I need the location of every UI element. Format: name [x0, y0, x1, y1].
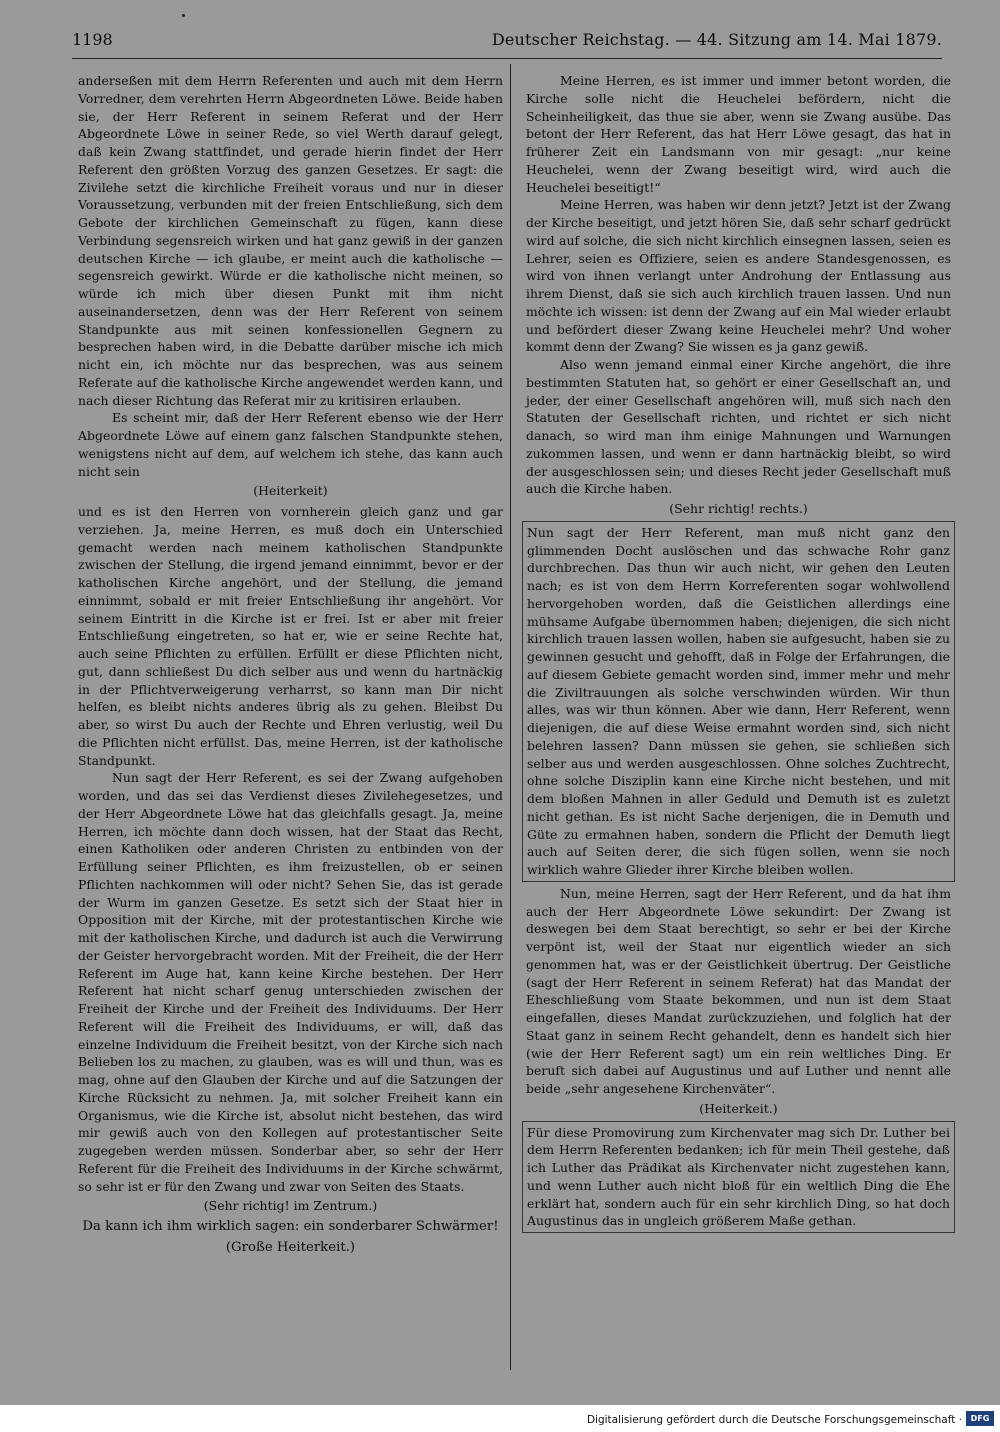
- print-speck: [182, 14, 185, 17]
- dfg-logo: DFG: [966, 1411, 994, 1426]
- right-column: [526, 72, 951, 1236]
- paragraph: Für diese Promovirung zum Kirchenvater mag sich Dr. Luther bei dem Herrn Referenten bedanken; ich für mein Theil gestehe, daß ich Luther das Prädikat als Kirchenvater nicht zugestehen kann, und wenn Luther auch nicht bloß für ein weltlich Ding die Ehe erklärt hat, sondern auch für ein sehr kirchlich Ding, so hat doch Augustinus das in ungleich größerem Maße gethan.: [522, 1121, 955, 1234]
- running-head: Deutscher Reichstag. — 44. Sitzung am 14. Mai 1879.: [491, 30, 942, 49]
- paragraph: Meine Herren, es ist immer und immer betont worden, die Kirche solle nicht die Heuchelei befördern, nicht die Scheinheiligkeit, das thue sie aber, wenn sie Zwang ausübe. Das betont der Herr Referent, das hat Herr Löwe gesagt, das hat in früherer Zeit ein Landsmann von mir gesagt: „nur keine Heuchelei, wenn der Zwang beseitigt wird, wird auch die Heuchelei beseitigt!“: [526, 73, 951, 195]
- interjection: (Sehr richtig! im Zentrum.): [203, 1198, 378, 1214]
- left-column: [78, 72, 503, 1260]
- interjection: (Heiterkeit.): [699, 1100, 778, 1116]
- column-divider: [510, 64, 511, 1370]
- paragraph: Es scheint mir, daß der Herr Referent ebenso wie der Herr Abgeordnete Löwe auf einem ganz falschen Standpunkte stehen, wenigstens nicht auf dem, auf welchem ich stehe, das kann auch nicht sein: [78, 410, 503, 479]
- interjection: (Heiterkeit): [253, 483, 328, 499]
- paragraph: Also wenn jemand einmal einer Kirche angehört, die ihre bestimmten Statuten hat, so gehört er einer Gesellschaft an, und jeder, der einer Gesellschaft angehören will, muß sich nach den Statuten der Gesellschaft richten, und richtet er sich nicht danach, so wird man ihm einige Mahnungen und Warnungen zukommen lassen, und wenn er dann hartnäckig bleibt, so wird der ausgeschlossen sein; und dieses Recht jeder Gesellschaft muß auch die Kirche haben.: [526, 357, 951, 497]
- header-rule: [72, 58, 942, 59]
- page-header: [72, 30, 942, 56]
- interjection: (Sehr richtig! rechts.): [669, 501, 808, 516]
- paragraph: Meine Herren, was haben wir denn jetzt? Jetzt ist der Zwang der Kirche beseitigt, und jetzt hören Sie, daß sehr scharf gedrückt wird auf solche, die sich nicht kirchlich einsegnen lassen, seien es Lehrer, seien es Offiziere, seien es andere Standesgenossen, es wird von ihnen verlangt unter Androhung der Entlassung aus ihrem Dienst, daß sie sich auch kirchlich trauen lassen. Und nun möchte ich wissen: ist denn der Zwang auf ein Mal wieder erlaubt und befördert dieser Zwang keine Heuchelei mehr? Und woher kommt denn der Zwang? Sie wissen es ja ganz gewiß.: [526, 197, 951, 355]
- paragraph: Nun sagt der Herr Referent, man muß nicht ganz den glimmenden Docht auslöschen und das schwache Rohr ganz durchbrechen. Das thun wir auch nicht, wir gehen den Leuten nach; es ist von dem Herrn Korreferenten sogar wohlwollend hervorgehoben worden, daß die Geistlichen allerdings eine mühsame Aufgabe übernommen haben; diejenigen, die sich nicht kirchlich trauen lassen wollen, haben sie aufgesucht, haben sie zu gewinnen gesucht und gehofft, daß in Folge der Erfahrungen, die auf diesem Gebiete gemacht worden sind, immer mehr und mehr die Ziviltrauungen als solche verschwinden würden. Wir thun alles, was wir thun können. Aber wie dann, Herr Referent, wenn diejenigen, die auf diese Weise ermahnt worden sind, sich nicht belehren lassen? Dann müssen sie gehen, sie schließen sich selber aus und werden ausgeschlossen. Ohne solches Zuchtrecht, ohne solche Disziplin kann eine Kirche nicht bestehen, und mit dem bloßen Mahnen in aller Geduld und Demuth ist es zuletzt nicht gethan. Es ist nicht Sache derjenigen, die in Demuth und Güte zu ermahnen haben, sondern die Pflicht der Demuth liegt auch auf Seiten derer, die sich fügen sollen, wenn sie noch wirklich wahre Glieder ihrer Kirche bleiben wollen.: [522, 521, 955, 882]
- paragraph: und es ist den Herren von vornherein gleich ganz und gar verziehen. Ja, meine Herren, es muß doch ein Unterschied gemacht werden nach meinem katholischen Standpunkte zwischen der Stellung, die irgend jemand einnimmt, bevor er der katholischen Kirche angehört, und der Stellung, die jemand einnimmt, sobald er mit freier Entschließung ihr angehört. Vor seinem Eintritt in die Kirche ist er frei. Ist er aber mit freier Entschließung eingetreten, so hat er, wie er seine Rechte hat, auch seine Pflichten zu erfüllen. Erfüllt er diese Pflichten nicht, gut, dann schließest Du dich selber aus und wenn du hartnäckig in der Pflichtverweigerung verharrst, so kann man Dir nicht helfen, es bleibt nichts anderes übrig als zu gehen. Bleibst Du aber, so wirst Du auch der Rechte und Ehren verlustig, weil Du die Pflichten nicht erfüllst. Das, meine Herren, ist der katholische Standpunkt.: [78, 504, 503, 768]
- funding-note: Digitalisierung gefördert durch die Deutsche Forschungsgemeinschaft ·: [586, 1414, 962, 1426]
- interjection: (Große Heiterkeit.): [225, 1239, 356, 1255]
- page-number: 1198: [72, 30, 113, 49]
- interjection: Da kann ich ihm wirklich sagen: ein sonderbarer Schwärmer!: [82, 1219, 499, 1234]
- paragraph: anderseßen mit dem Herrn Referenten und auch mit dem Herrn Vorredner, dem verehrten Herrn Abgeordneten Löwe. Beide haben sie, der Herr Referent in seinem Referat und der Herr Abgeordnete Löwe in seiner Rede, so viel Werth darauf gelegt, daß kein Zwang stattfindet, und gerade hierin findet der Herr Referent den größten Vorzug des ganzen Gesetzes. Er sagt: die Zivilehe setzt die kirchliche Freiheit voraus und nur in dieser Voraussetzung, verbunden mit der freien Entschließung, sich dem Gebote der kirchlichen Gemeinschaft zu fügen, kann diese Verbindung segensreich wirken und hat ganz gewiß in der ganzen deutschen Kirche — ich glaube, er meint auch die katholische — segensreich gewirkt. Würde er die katholische nicht meinen, so würde ich mich über diesen Punkt mit ihm nicht auseinandersetzen, denn was der Herr Referent von seinem Standpunkte aus mit seinen konfessionellen Gegnern zu besprechen haben wird, in die Debatte darüber mische ich mich nicht ein, ich möchte nur das besprechen, was aus seinem Referate auf die katholische Kirche angewendet werden kann, und nach dieser Richtung das Referat mir zu kritisiren erlauben.: [78, 73, 503, 408]
- paragraph: Nun, meine Herren, sagt der Herr Referent, und da hat ihm auch der Herr Abgeordnete Löwe sekundirt: Der Zwang ist deswegen bei dem Staat berechtigt, so sehr er bei der Kirche verpönt ist, weil der Staat nur eigentlich wieder an sich genommen hat, was er der Geistlichkeit übertrug. Der Geistliche (sagt der Herr Referent in seinem Referat) hat das Mandat der Eheschließung vom Staate bekommen, und nun ist dem Staat eingefallen, dieses Mandat zurückzuziehen, und folglich hat der Staat ganz in seinem Recht gehandelt, denn es handelt sich hier (wie der Herr Referent sagt) um ein rein weltliches Ding. Er beruft sich dabei auf Augustinus und auf Luther und nennt alle beide „sehr angesehene Kirchenväter“.: [526, 885, 951, 1096]
- digitization-footer: [0, 1405, 1000, 1432]
- paragraph: Nun sagt der Herr Referent, es sei der Zwang aufgehoben worden, und das sei das Verdienst dieses Zivilehegesetzes, und der Herr Abgeordnete Löwe hat das gleichfalls gesagt. Ja, meine Herren, ich möchte dann doch wissen, hat der Staat das Recht, einen Katholiken oder anderen Christen zu entbinden von der Erfüllung seiner Pflichten, es ihm freizustellen, ob er seinen Pflichten nachkommen will oder nicht? Sehen Sie, das ist gerade der Wurm im ganzen Gesetze. Es setzt sich der Staat hier in Opposition mit der Kirche, mit der protestantischen Kirche wie mit der katholischen Kirche, und dadurch ist auch die Verwirrung der Geister hervorgebracht worden. Mit der Freiheit, die der Herr Referent im Auge hat, kann keine Kirche bestehen. Der Herr Referent hat nicht scharf genug unterschieden zwischen der Freiheit der Kirche und der Freiheit des Individuums. Der Herr Referent will die Freiheit des Individuums, er will, daß das einzelne Individuum die Freiheit besitzt, von der Kirche sich nach Belieben los zu machen, zu glauben, was es will und thun, was es mag, ohne auf den Glauben der Kirche und auf die Satzungen der Kirche Rücksicht zu nehmen. Ja, mit solcher Freiheit kann ein Organismus, wie die Kirche ist, absolut nicht bestehen, das wird mir gewiß auch von den Kollegen auf protestantischer Seite zugegeben werden müssen. Sonderbar aber, so sehr der Herr Referent für die Freiheit des Individuums in der Kirche schwärmt, so sehr ist er für den Zwang und zwar von Seiten des Staats.: [78, 770, 503, 1194]
